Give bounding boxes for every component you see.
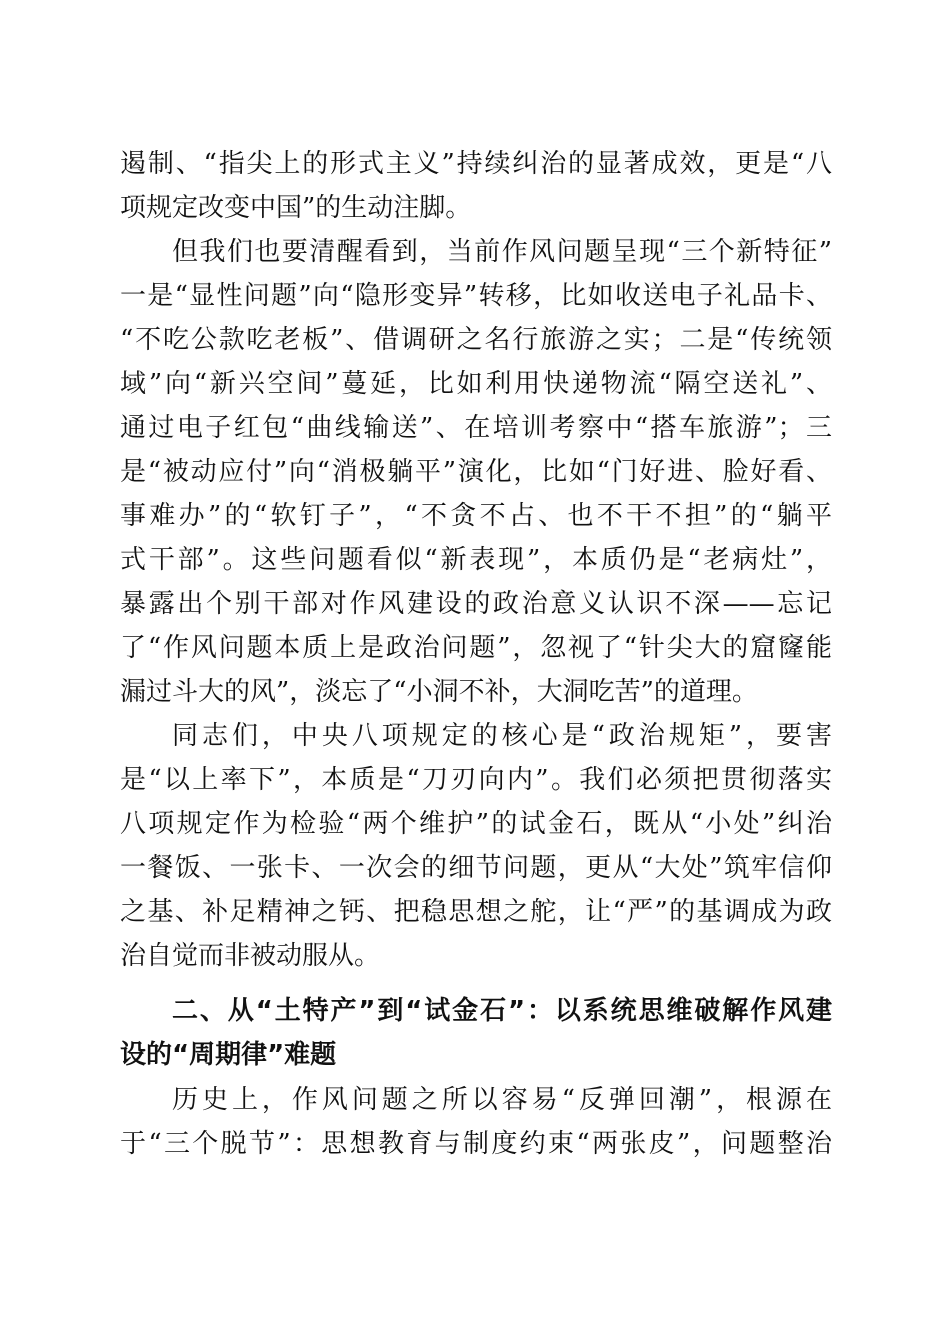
- text-line: 事难办”的“软钉子”，“不贪不占、也不干不担”的“躺平: [120, 501, 832, 531]
- text-line: 是“被动应付”向“消极躺平”演化，比如“门好进、脸好看、: [120, 457, 832, 487]
- text-line: 是“以上率下”，本质是“刀刃向内”。我们必须把贯彻落实: [120, 765, 832, 795]
- text-line: 通过电子红包“曲线输送”、在培训考察中“搭车旅游”；三: [120, 413, 832, 443]
- text-line: 同志们，中央八项规定的核心是“政治规矩”，要害: [172, 721, 832, 751]
- text-line: 一餐饭、一张卡、一次会的细节问题，更从“大处”筑牢信仰: [120, 853, 832, 883]
- text-line: 于“三个脱节”：思想教育与制度约束“两张皮”，问题整治: [120, 1129, 832, 1159]
- text-line: 暴露出个别干部对作风建设的政治意义认识不深——忘记: [120, 589, 832, 619]
- text-line: 之基、补足精神之钙、把稳思想之舵，让“严”的基调成为政: [120, 897, 832, 927]
- section-heading: 二、从“土特产”到“试金石”：以系统思维破解作风建: [172, 996, 832, 1026]
- text-line: “不吃公款吃老板”、借调研之名行旅游之实；二是“传统领: [120, 325, 832, 355]
- text-line: 了“作风问题本质上是政治问题”，忽视了“针尖大的窟窿能: [120, 633, 832, 663]
- text-line: 一是“显性问题”向“隐形变异”转移，比如收送电子礼品卡、: [120, 281, 832, 311]
- text-line: 式干部”。这些问题看似“新表现”，本质仍是“老病灶”，: [120, 545, 832, 575]
- text-line: 项规定改变中国”的生动注脚。: [120, 193, 472, 223]
- text-line: 历史上，作风问题之所以容易“反弹回潮”，根源在: [172, 1085, 832, 1115]
- text-line: 但我们也要清醒看到，当前作风问题呈现“三个新特征”: [172, 237, 832, 267]
- text-line: 域”向“新兴空间”蔓延，比如利用快递物流“隔空送礼”、: [120, 369, 832, 399]
- text-line: 遏制、“指尖上的形式主义”持续纠治的显著成效，更是“八: [120, 149, 832, 179]
- text-line: 漏过斗大的风”，淡忘了“小洞不补，大洞吃苦”的道理。: [120, 677, 758, 707]
- text-line: 八项规定作为检验“两个维护”的试金石，既从“小处”纠治: [120, 809, 832, 839]
- section-heading: 设的“周期律”难题: [120, 1040, 337, 1070]
- text-line: 治自觉而非被动服从。: [120, 941, 381, 971]
